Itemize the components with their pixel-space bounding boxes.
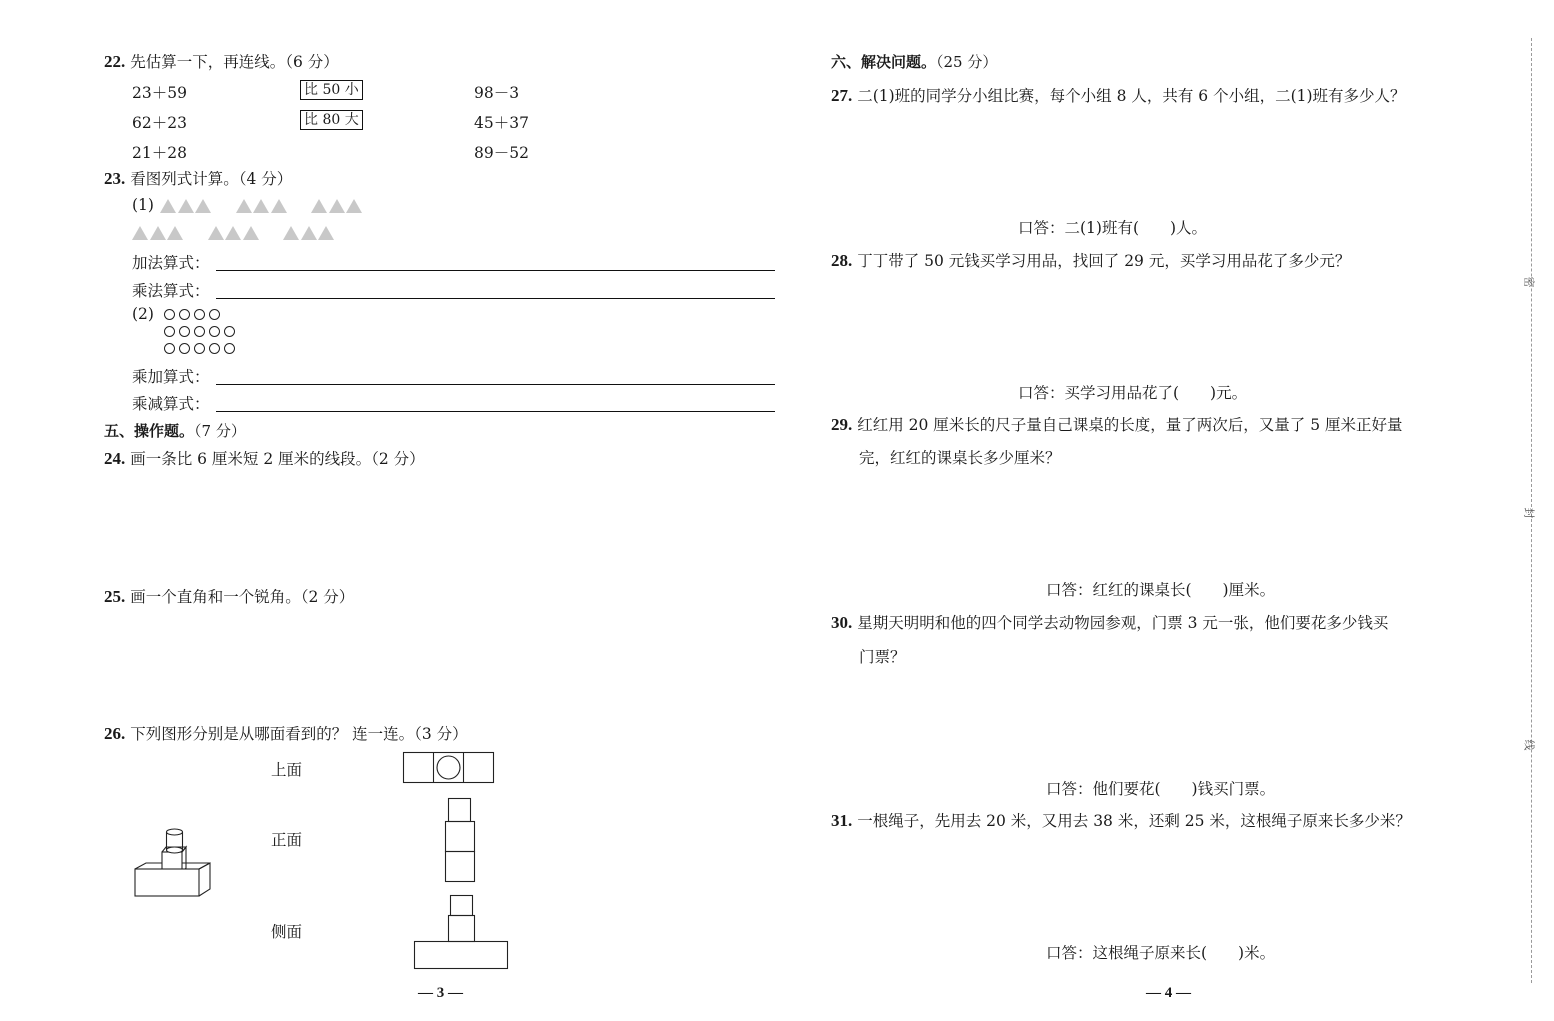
triangle-icon bbox=[329, 199, 345, 213]
addition-label: 加法算式： bbox=[132, 254, 210, 272]
circle-icon bbox=[179, 343, 190, 354]
circle-icon bbox=[224, 326, 235, 337]
section-title: 五、操作题。 bbox=[104, 422, 195, 440]
question-text: 看图列式计算。（4 分） bbox=[130, 170, 293, 188]
triangle-icon bbox=[346, 199, 362, 213]
question-number: 25. bbox=[104, 587, 126, 606]
right-expression-1: 98－3 bbox=[474, 84, 520, 102]
triangle-icon bbox=[150, 226, 166, 240]
right-expression-3: 89－52 bbox=[474, 144, 529, 162]
view-label-side: 侧面 bbox=[271, 923, 303, 941]
triangle-icon bbox=[243, 226, 259, 240]
q29-work-area[interactable] bbox=[831, 472, 1501, 572]
question-number: 23. bbox=[104, 169, 126, 188]
question-number: 26. bbox=[104, 724, 126, 743]
question-number: 28. bbox=[831, 251, 853, 270]
circle-icon bbox=[194, 343, 205, 354]
right-expression-2: 45＋37 bbox=[474, 114, 529, 132]
triangle-icon bbox=[311, 199, 327, 213]
multiply-add-answer-line[interactable] bbox=[216, 384, 775, 385]
circle-icon bbox=[209, 309, 220, 320]
question-text: 下列图形分别是从哪面看到的？ 连一连。（3 分） bbox=[130, 725, 468, 743]
question-25 bbox=[104, 585, 354, 607]
question-text: 先估算一下，再连线。（6 分） bbox=[130, 53, 339, 71]
triangle-icon bbox=[301, 226, 317, 240]
question-31 bbox=[831, 809, 1411, 831]
question-24 bbox=[104, 447, 425, 469]
question-23 bbox=[104, 167, 292, 189]
circle-icon bbox=[164, 343, 175, 354]
triangle-icon bbox=[167, 226, 183, 240]
multiplication-label: 乘法算式： bbox=[132, 282, 210, 300]
triangle-icon bbox=[236, 199, 252, 213]
q24-drawing-area[interactable] bbox=[104, 475, 774, 575]
section-6-heading bbox=[831, 51, 997, 72]
question-text: 二(1)班的同学分小组比赛，每个小组 8 人，共有 6 个小组，二(1)班有多少人？ bbox=[857, 87, 1406, 105]
triangle-icon bbox=[178, 199, 194, 213]
q27-work-area[interactable] bbox=[831, 110, 1501, 210]
triangle-icon bbox=[160, 199, 176, 213]
left-expression-2: 62＋23 bbox=[132, 114, 187, 132]
part-1-label: (1) bbox=[132, 196, 154, 214]
question-26 bbox=[104, 722, 468, 744]
part-2-label: (2) bbox=[132, 305, 154, 323]
question-30 bbox=[831, 611, 1388, 633]
section-title: 六、解决问题。 bbox=[831, 53, 937, 71]
question-number: 22. bbox=[104, 52, 126, 71]
view-label-front: 正面 bbox=[271, 831, 303, 849]
q25-drawing-area[interactable] bbox=[104, 612, 774, 712]
circle-icon bbox=[209, 326, 220, 337]
triangle-icon bbox=[318, 226, 334, 240]
circle-row-1 bbox=[164, 309, 224, 320]
binding-mark-line: 线 bbox=[1522, 739, 1536, 751]
q28-answer[interactable]: 口答：买学习用品花了( )元。 bbox=[1018, 384, 1248, 402]
left-expression-3: 21＋28 bbox=[132, 144, 187, 162]
question-number: 31. bbox=[831, 811, 853, 830]
triangle-icon bbox=[208, 226, 224, 240]
triangle-icon bbox=[253, 199, 269, 213]
q28-work-area[interactable] bbox=[831, 275, 1501, 375]
q30-answer[interactable]: 口答：他们要花( )钱买门票。 bbox=[1046, 780, 1276, 798]
range-box-more-80: 比 80 大 bbox=[300, 110, 363, 130]
q27-answer[interactable]: 口答：二(1)班有( )人。 bbox=[1018, 219, 1208, 237]
triangle-icon bbox=[271, 199, 287, 213]
triangle-icon bbox=[132, 226, 148, 240]
triangle-row-2 bbox=[132, 226, 336, 240]
q30-work-area[interactable] bbox=[831, 672, 1501, 772]
question-number: 29. bbox=[831, 415, 853, 434]
question-number: 30. bbox=[831, 613, 853, 632]
question-29 bbox=[831, 413, 1402, 435]
section-5-heading bbox=[104, 420, 246, 441]
question-text-line-1: 星期天明明和他的四个同学去动物园参观，门票 3 元一张，他们要花多少钱买 bbox=[857, 614, 1389, 632]
circle-icon bbox=[194, 309, 205, 320]
circle-icon bbox=[179, 326, 190, 337]
question-text-line-2: 完，红红的课桌长多少厘米？ bbox=[859, 449, 1061, 467]
question-22 bbox=[104, 50, 339, 72]
multiply-add-label: 乘加算式： bbox=[132, 368, 210, 386]
question-text: 画一条比 6 厘米短 2 厘米的线段。（2 分） bbox=[130, 450, 425, 468]
addition-answer-line[interactable] bbox=[216, 270, 775, 271]
triangle-icon bbox=[283, 226, 299, 240]
circle-row-2 bbox=[164, 326, 239, 337]
front-view-figure[interactable] bbox=[444, 798, 476, 884]
question-text: 丁丁带了 50 元钱买学习用品，找回了 29 元，买学习用品花了多少元？ bbox=[857, 252, 1351, 270]
page-number-4: — 4 — bbox=[1146, 985, 1191, 1001]
triangle-icon bbox=[195, 199, 211, 213]
q31-work-area[interactable] bbox=[831, 835, 1501, 935]
circle-icon bbox=[164, 326, 175, 337]
question-number: 24. bbox=[104, 449, 126, 468]
3d-object-figure bbox=[130, 826, 220, 901]
section-points: （7 分） bbox=[194, 422, 246, 440]
section-points: （25 分） bbox=[936, 53, 998, 71]
triangle-row-1 bbox=[160, 199, 364, 213]
multiply-subtract-answer-line[interactable] bbox=[216, 411, 775, 412]
circle-icon bbox=[194, 326, 205, 337]
circle-icon bbox=[224, 343, 235, 354]
view-label-top: 上面 bbox=[271, 761, 303, 779]
range-box-less-50: 比 50 小 bbox=[300, 80, 363, 100]
question-number: 27. bbox=[831, 86, 853, 105]
multiplication-answer-line[interactable] bbox=[216, 298, 775, 299]
question-text: 一根绳子，先用去 20 米，又用去 38 米，还剩 25 米，这根绳子原来长多少米？ bbox=[857, 812, 1411, 830]
triangle-icon bbox=[225, 226, 241, 240]
question-text-line-2: 门票？ bbox=[859, 648, 906, 666]
binding-mark-close: 封 bbox=[1522, 507, 1536, 519]
left-expression-1: 23＋59 bbox=[132, 84, 187, 102]
circle-icon bbox=[179, 309, 190, 320]
q31-answer[interactable]: 口答：这根绳子原来长( )米。 bbox=[1046, 944, 1276, 962]
question-text-line-1: 红红用 20 厘米长的尺子量自己课桌的长度，量了两次后，又量了 5 厘米正好量 bbox=[857, 416, 1403, 434]
side-view-figure[interactable] bbox=[413, 895, 510, 971]
circle-icon bbox=[209, 343, 220, 354]
circle-icon bbox=[164, 309, 175, 320]
binding-mark-seal: 密 bbox=[1522, 276, 1536, 288]
question-text: 画一个直角和一个锐角。（2 分） bbox=[130, 588, 355, 606]
circle-row-3 bbox=[164, 343, 239, 354]
top-view-figure[interactable] bbox=[403, 752, 495, 784]
page-number-3: — 3 — bbox=[418, 985, 463, 1001]
q29-answer[interactable]: 口答：红红的课桌长( )厘米。 bbox=[1046, 581, 1276, 599]
multiply-subtract-label: 乘减算式： bbox=[132, 395, 210, 413]
question-27 bbox=[831, 84, 1406, 106]
question-28 bbox=[831, 249, 1350, 271]
